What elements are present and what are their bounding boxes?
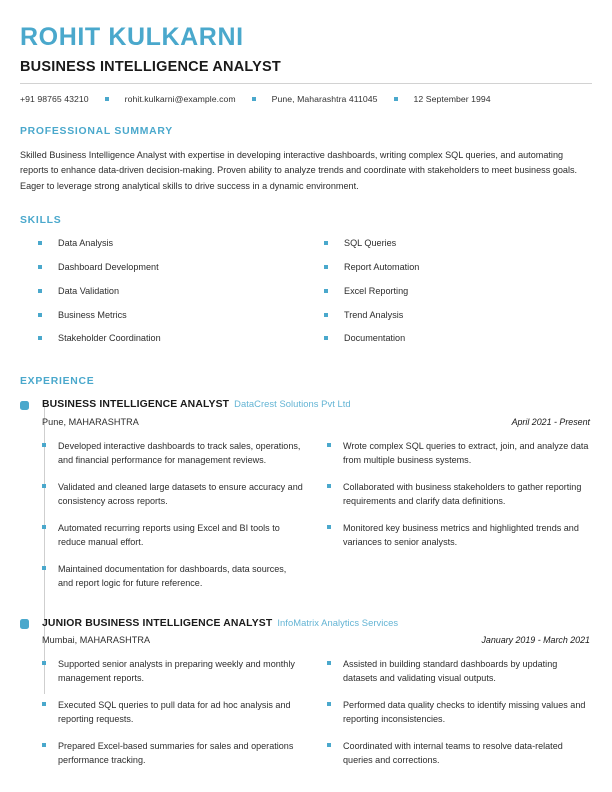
bullet-square-icon [42,525,46,529]
contact-email[interactable]: rohit.kulkarni@example.com [124,93,236,104]
bullet-text: Prepared Excel-based summaries for sales and operations performance tracking. [58,741,294,766]
skill-label: Dashboard Development [58,262,159,273]
job-location: Pune, MAHARASHTRA [42,416,139,427]
bullet-square-icon [324,289,328,293]
skill-label: Data Validation [58,285,120,296]
bullet-square-icon [42,443,46,447]
list-item [42,739,303,767]
separator-square-icon [105,97,109,101]
bullet-text: Executed SQL queries to pull data for ad hoc analysis and reporting requests. [58,700,291,725]
bullet-square-icon [324,265,328,269]
list-item [327,521,592,549]
job-bullets-left [42,657,317,780]
list-item [324,309,592,321]
section-heading-skills: SKILLS [20,215,62,227]
summary-text: Skilled Business Intelligence Analyst with expertise in developing interactive dashboards, writing complex SQL queries, and automating reports to enhance data-driven decision-making. Proven ability to analyze trends and coordinate with stakeholders to meet business goals. Eager to leverage strong analytical skills to drive success in a dynamic environment. [20,149,578,191]
job-bullets-left [42,439,317,603]
list-item [324,237,592,249]
contact-phone: +91 98765 43210 [20,93,89,104]
bullet-square-icon [324,241,328,245]
bullet-square-icon [38,336,42,340]
list-item [324,332,592,344]
experience-entry [20,398,592,603]
bullet-square-icon [38,241,42,245]
separator-square-icon [394,97,398,101]
contact-birthdate: 12 September 1994 [413,93,491,104]
section-experience [20,376,592,780]
experience-entry [20,617,592,781]
candidate-name: ROHIT KULKARNI [20,23,244,51]
list-item [42,698,303,726]
section-professional-summary [20,126,592,195]
bullet-square-icon [327,525,331,529]
list-item [324,285,592,297]
list-item [38,261,306,273]
bullet-text: Developed interactive dashboards to track sales, operations, and financial performance for management reviews. [58,440,301,465]
separator-square-icon [252,97,256,101]
job-bullet-columns [42,657,592,780]
skill-label: Trend Analysis [344,309,404,320]
job-bullets-right [317,439,592,603]
bullet-text: Supported senior analysts in preparing weekly and monthly management reports. [58,659,295,684]
bullet-square-icon [38,265,42,269]
skills-column-left [20,237,306,356]
skill-label: SQL Queries [344,238,397,249]
job-location: Mumbai, MAHARASHTRA [42,635,151,646]
list-item [38,332,306,344]
job-dates: April 2021 - Present [511,416,590,427]
bullet-text: Validated and cleaned large datasets to ensure accuracy and consistency across reports. [58,481,303,506]
bullet-text: Assisted in building standard dashboards by updating datasets and validating visual outputs. [343,659,558,684]
bullet-text: Automated recurring reports using Excel and BI tools to reduce manual effort. [58,522,280,547]
bullet-text: Maintained documentation for dashboards, data sources, and report logic for future reference. [58,563,287,588]
list-item [327,480,592,508]
job-meta [42,635,592,645]
list-item [42,562,303,590]
skill-label: Report Automation [344,262,420,273]
job-role: BUSINESS INTELLIGENCE ANALYST [42,399,230,411]
list-item [324,261,592,273]
bullet-square-icon [327,484,331,488]
skill-label: Data Analysis [58,238,114,249]
section-skills [20,215,592,356]
timeline-marker-icon [20,619,29,629]
job-role: JUNIOR BUSINESS INTELLIGENCE ANALYST [42,617,273,629]
skills-column-right [306,237,592,356]
bullet-square-icon [327,743,331,747]
bullet-square-icon [38,289,42,293]
list-item [38,237,306,249]
list-item [42,439,303,467]
list-item [42,521,303,549]
job-headline [42,617,592,630]
job-bullets-right [317,657,592,780]
bullet-text: Collaborated with business stakeholders to gather reporting requirements and clarify data definitions. [343,481,582,506]
skill-label: Business Metrics [58,309,127,320]
bullet-square-icon [42,484,46,488]
bullet-square-icon [38,313,42,317]
skills-columns [20,237,592,356]
bullet-square-icon [42,702,46,706]
candidate-job-title: BUSINESS INTELLIGENCE ANALYST [20,58,281,75]
bullet-text: Coordinated with internal teams to resolve data-related queries and corrections. [343,741,563,766]
section-heading-summary: PROFESSIONAL SUMMARY [20,125,173,137]
bullet-square-icon [327,702,331,706]
list-item [38,285,306,297]
skill-label: Excel Reporting [344,285,409,296]
header-divider [20,83,592,84]
job-dates: January 2019 - March 2021 [481,635,590,646]
bullet-text: Wrote complex SQL queries to extract, join, and analyze data from multiple business systems. [343,440,589,465]
list-item [327,739,592,767]
list-item [38,309,306,321]
job-bullet-columns [42,439,592,603]
bullet-square-icon [42,566,46,570]
bullet-square-icon [42,661,46,665]
list-item [327,657,592,685]
bullet-text: Performed data quality checks to identify missing values and reporting inconsistencies. [343,700,586,725]
list-item [42,480,303,508]
list-item [42,657,303,685]
section-heading-experience: EXPERIENCE [20,376,95,388]
timeline-marker-icon [20,401,29,411]
bullet-square-icon [324,336,328,340]
list-item [327,439,592,467]
job-headline [42,398,592,411]
skill-label: Documentation [344,333,406,344]
bullet-square-icon [42,743,46,747]
resume-header [20,24,592,104]
skill-label: Stakeholder Coordination [58,333,161,344]
contact-row [20,94,592,104]
list-item [327,698,592,726]
bullet-square-icon [327,443,331,447]
job-company: DataCrest Solutions Pvt Ltd [234,398,351,410]
contact-address: Pune, Maharashtra 411045 [271,93,378,104]
bullet-square-icon [324,313,328,317]
job-meta [42,417,592,427]
bullet-square-icon [327,661,331,665]
experience-timeline [20,398,592,780]
bullet-text: Monitored key business metrics and highlighted trends and variances to senior analysts. [343,522,579,547]
job-company: InfoMatrix Analytics Services [277,616,399,628]
